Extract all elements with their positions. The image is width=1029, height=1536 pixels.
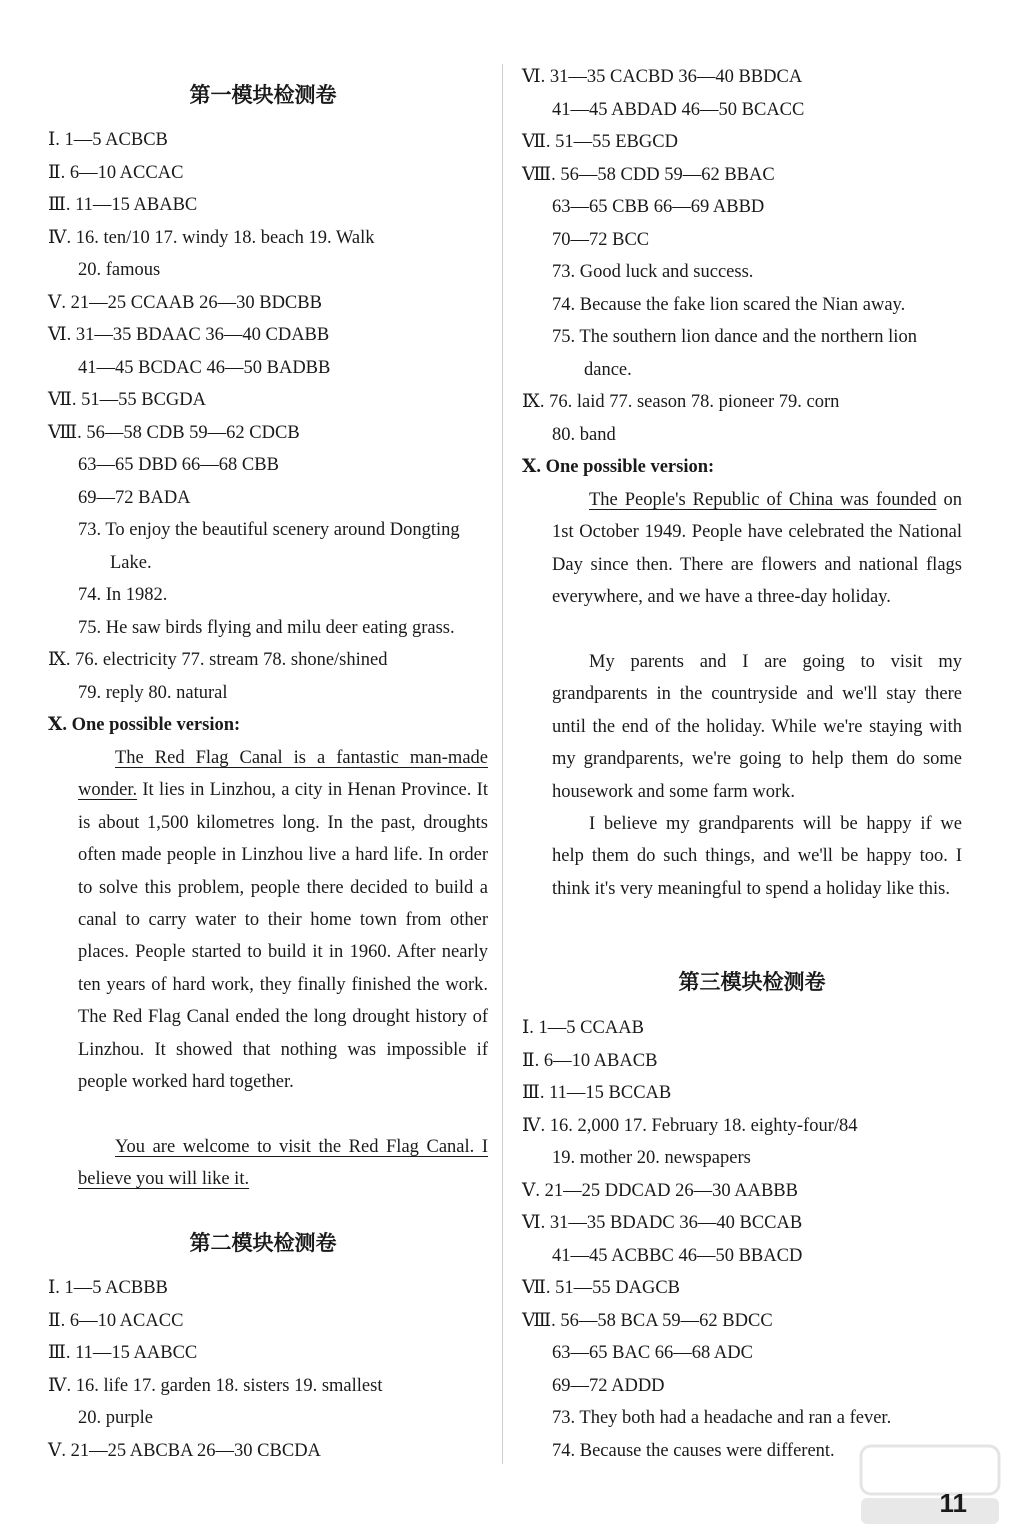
answer-row: Ⅲ. 11—15 BCCAB bbox=[522, 1083, 672, 1103]
answer-row: 74. In 1982. bbox=[78, 585, 168, 605]
answer-row: 74. Because the fake lion scared the Nian away. bbox=[552, 295, 906, 315]
answer-row: Ⅱ. 6—10 ACACC bbox=[48, 1311, 184, 1331]
essay-underlined: The People's Republic of China was founded bbox=[589, 490, 937, 510]
answer-row: 63—65 CBB 66—69 ABBD bbox=[552, 197, 765, 217]
answer-row: Ⅴ. 21—25 DDCAD 26—30 AABBB bbox=[522, 1181, 798, 1201]
answer-row: Ⅲ. 11—15 AABCC bbox=[48, 1343, 198, 1363]
answer-row: 63—65 BAC 66—68 ADC bbox=[552, 1343, 753, 1363]
answer-row: 70—72 BCC bbox=[552, 230, 650, 250]
answer-row: Ⅷ. 56—58 CDD 59—62 BBAC bbox=[522, 165, 775, 185]
essay-text: on 1st October 1949. People have celebrated the National Day since then. There are flowers and national flags everywhere, and we have a three-day holiday. bbox=[552, 490, 962, 608]
watermark-logo bbox=[855, 1440, 1005, 1530]
answer-row: Ⅳ. 16. 2,000 17. February 18. eighty-four/84 bbox=[522, 1116, 858, 1136]
answer-row: Ⅶ. 51—55 DAGCB bbox=[522, 1278, 681, 1298]
answer-row: Ⅴ. 21—25 CCAAB 26—30 BDCBB bbox=[48, 293, 322, 313]
answer-row: 41—45 ABDAD 46—50 BCACC bbox=[552, 100, 805, 120]
answer-row: Ⅰ. 1—5 CCAAB bbox=[522, 1018, 644, 1038]
answer-row: 73. To enjoy the beautiful scenery around Dongting bbox=[78, 520, 460, 540]
essay-paragraph: I believe my grandparents will be happy if we help them do such things, and we'll be happy too. I think it's very meaningful to spend a holiday like this. bbox=[552, 814, 962, 899]
answer-row: Lake. bbox=[110, 553, 152, 573]
answer-row: Ⅳ. 16. ten/10 17. windy 18. beach 19. Walk bbox=[48, 228, 375, 248]
answer-row: Ⅳ. 16. life 17. garden 18. sisters 19. smallest bbox=[48, 1376, 383, 1396]
answer-row: Ⅶ. 51—55 EBGCD bbox=[522, 132, 678, 152]
answer-row: 73. They both had a headache and ran a fever. bbox=[552, 1408, 892, 1428]
page-number: 11 bbox=[939, 1488, 967, 1518]
answer-row: 41—45 ACBBC 46—50 BBACD bbox=[552, 1246, 803, 1266]
answer-row: 19. mother 20. newspapers bbox=[552, 1148, 751, 1168]
answer-row: Ⅱ. 6—10 ABACB bbox=[522, 1051, 658, 1071]
essay-text: It lies in Linzhou, a city in Henan Province. It is about 1,500 kilometres long. In the past, droughts often made people in Linzhou live a hard life. In order to solve this problem, people there decided to build a canal to carry water to their home town from other places. People started to build it in 1960. After nearly ten years of hard work, they finally finished the work. The Red Flag Canal ended the long drought history of Linzhou. It showed that nothing was impossible if people worked hard together. bbox=[78, 780, 488, 1093]
answer-row: 69—72 ADDD bbox=[552, 1376, 665, 1396]
answer-row: Ⅵ. 31—35 BDADC 36—40 BCCAB bbox=[522, 1213, 803, 1233]
essay-paragraph: My parents and I are going to visit my grandparents in the countryside and we'll stay there until the end of the holiday. While we're staying with my grandparents, we're going to help them do some housework and some farm work. bbox=[552, 652, 962, 802]
answer-row: Ⅸ. 76. electricity 77. stream 78. shone/shined bbox=[48, 650, 388, 670]
answer-row: 80. band bbox=[552, 425, 616, 445]
essay-paragraph bbox=[552, 484, 962, 614]
answer-row: Ⅴ. 21—25 ABCBA 26—30 CBCDA bbox=[48, 1441, 321, 1461]
column-divider bbox=[502, 64, 503, 1464]
section-title-3: 第三模块检测卷 bbox=[678, 970, 826, 994]
answer-row: Ⅵ. 31—35 CACBD 36—40 BBDCA bbox=[522, 67, 803, 87]
answer-row: 73. Good luck and success. bbox=[552, 262, 754, 282]
answer-row: Ⅵ. 31—35 BDAAC 36—40 CDABB bbox=[48, 325, 330, 345]
answer-row: 75. The southern lion dance and the northern lion bbox=[552, 327, 917, 347]
answer-row: 69—72 BADA bbox=[78, 488, 191, 508]
essay-underlined: You are welcome to visit the Red Flag Canal. I believe you will like it. bbox=[78, 1137, 488, 1190]
answer-row: Ⅰ. 1—5 ACBCB bbox=[48, 130, 168, 150]
answer-row: 41—45 BCDAC 46—50 BADBB bbox=[78, 358, 331, 378]
answer-row: Ⅲ. 11—15 ABABC bbox=[48, 195, 198, 215]
essay-paragraph bbox=[78, 742, 488, 1098]
answer-row: 79. reply 80. natural bbox=[78, 683, 228, 703]
section-title-2: 第二模块检测卷 bbox=[189, 1231, 337, 1255]
essay-label: Ⅹ. One possible version: bbox=[522, 457, 715, 477]
answer-row: 20. famous bbox=[78, 260, 161, 280]
answer-row: Ⅷ. 56—58 BCA 59—62 BDCC bbox=[522, 1311, 773, 1331]
essay-label: Ⅹ. One possible version: bbox=[48, 715, 241, 735]
section-title-1: 第一模块检测卷 bbox=[189, 83, 337, 107]
answer-row: Ⅰ. 1—5 ACBBB bbox=[48, 1278, 168, 1298]
essay-paragraph bbox=[78, 1131, 488, 1196]
answer-row: 74. Because the causes were different. bbox=[552, 1441, 835, 1461]
answer-row: 63—65 DBD 66—68 CBB bbox=[78, 455, 279, 475]
answer-row: Ⅸ. 76. laid 77. season 78. pioneer 79. corn bbox=[522, 392, 840, 412]
essay-underlined: The Red Flag Canal is a fantastic man-made wonder. bbox=[78, 748, 488, 801]
answer-row: Ⅱ. 6—10 ACCAC bbox=[48, 163, 184, 183]
answer-row: 20. purple bbox=[78, 1408, 154, 1428]
answer-row: 75. He saw birds flying and milu deer eating grass. bbox=[78, 618, 455, 638]
answer-row: Ⅷ. 56—58 CDB 59—62 CDCB bbox=[48, 423, 300, 443]
answer-row: Ⅶ. 51—55 BCGDA bbox=[48, 390, 207, 410]
answer-row: dance. bbox=[584, 360, 632, 380]
